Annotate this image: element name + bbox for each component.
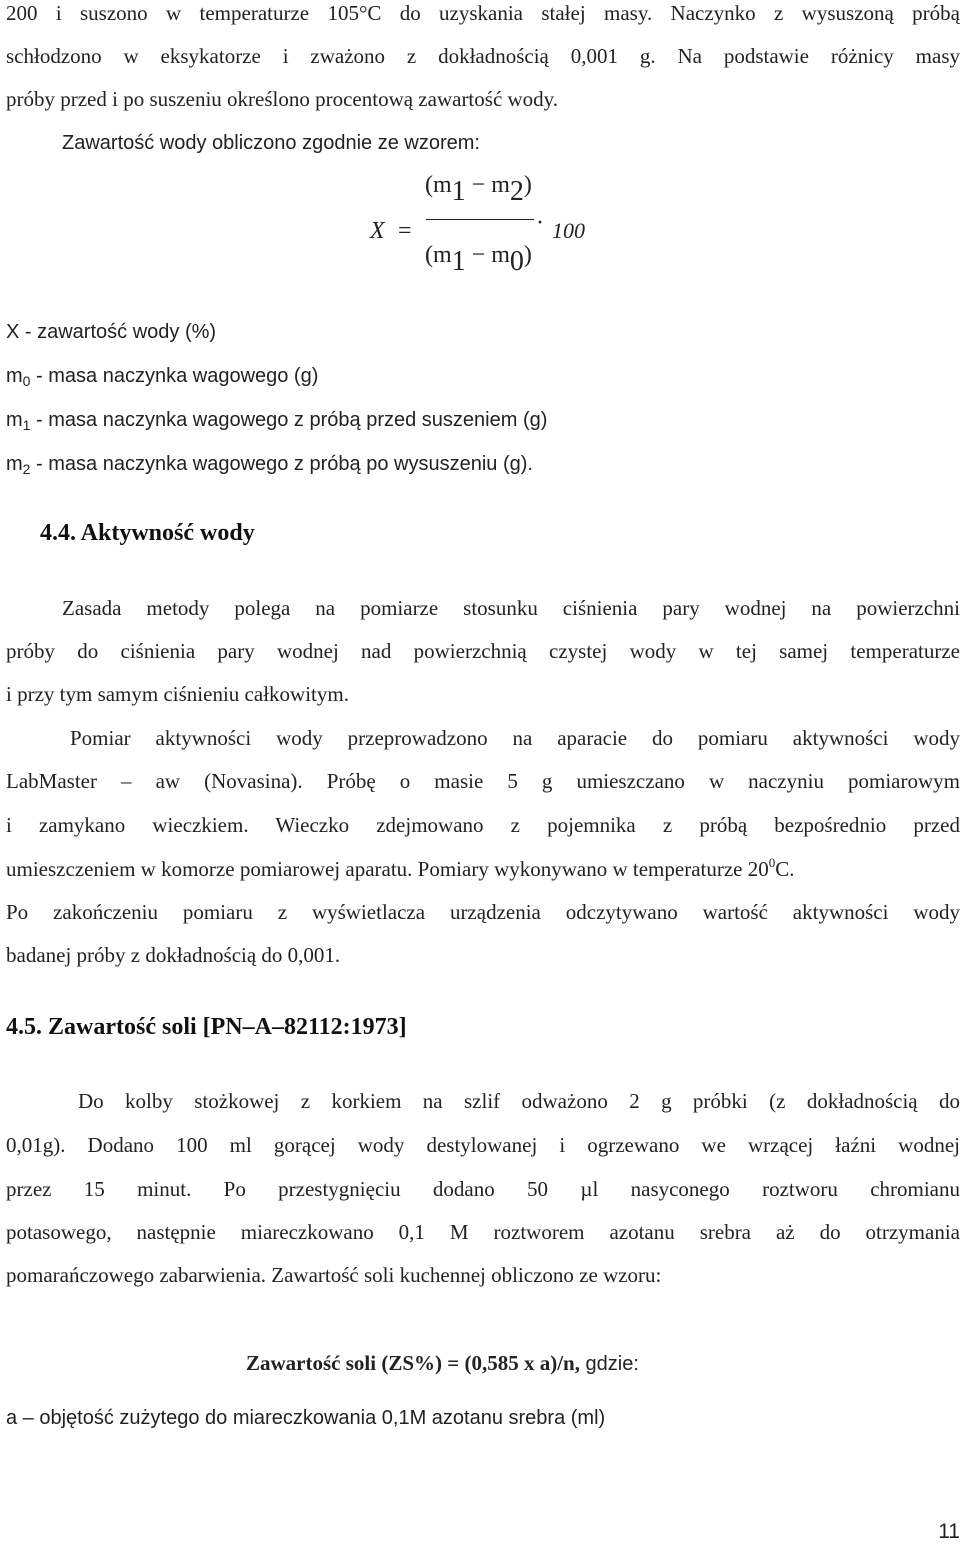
legend-m0: $m_0$ - masa naczynka wagowego (g) [6, 365, 319, 389]
page-number: 11 [938, 1520, 960, 1543]
paragraph-line: 0,01g). Dodano 100 ml gorącej wody destylowanej i ogrzewano we wrzącej łaźni wodnej [6, 1133, 960, 1157]
paragraph-line: Zasada metody polega na pomiarze stosunku ciśnienia pary wodnej na powierzchni [62, 596, 960, 620]
paragraph-line: potasowego, następnie miareczkowano 0,1 M roztworem azotanu srebra aż do otrzymania [6, 1220, 960, 1244]
paragraph-line: badanej próby z dokładnością do 0,001. [6, 943, 341, 967]
paragraph-line: i zamykano wieczkiem. Wieczko zdejmowano z pojemnika z próbą bezpośrednio przed [6, 813, 960, 837]
formula-intro: Zawartość wody obliczono zgodnie ze wzorem: [62, 132, 480, 154]
formula-denominator: (m1 − m0) [425, 242, 532, 277]
paragraph-line: próby do ciśnienia pary wodnej nad powierzchnią czystej wody w tej samej temperaturze [6, 639, 960, 663]
paragraph-line: i przy tym samym ciśnieniu całkowitym. [6, 682, 349, 706]
section-heading: 4.4. Aktywność wody [40, 520, 255, 546]
paragraph-line: Do kolby stożkowej z korkiem na szlif odważono 2 g próbki (z dokładnością do [78, 1089, 960, 1113]
paragraph-line: Pomiar aktywności wody przeprowadzono na aparacie do pomiaru aktywności wody [70, 726, 960, 750]
legend-m1: $m_1$ - masa naczynka wagowego z próbą przed suszeniem (g) [6, 409, 548, 433]
formula-factor: 100 [552, 218, 585, 243]
legend-x: X - zawartość wody (%) [6, 321, 217, 343]
paragraph-line: przez 15 minut. Po przestygnięciu dodano 50 µl nasyconego roztworu chromianu [6, 1177, 960, 1201]
paragraph-line: 200 i suszono w temperaturze 105°C do uzyskania stałej masy. Naczynko z wysuszoną próbą [6, 1, 960, 25]
section-heading: 4.5. Zawartość soli [PN–A–82112:1973] [6, 1014, 407, 1040]
legend-m2: $m_2$ - masa naczynka wagowego z próbą po wysuszeniu (g). [6, 453, 533, 477]
paragraph-line: LabMaster – aw (Novasina). Próbę o masie 5 g umieszczano w naczyniu pomiarowym [6, 769, 960, 793]
formula-multiply-dot: · [536, 210, 544, 236]
paragraph-line: Po zakończeniu pomiaru z wyświetlacza urządzenia odczytywano wartość aktywności wody [6, 900, 960, 924]
paragraph-line: próby przed i po suszeniu określono procentową zawartość wody. [6, 87, 559, 111]
paragraph-line: pomarańczowego zabarwienia. Zawartość soli kuchennej obliczono ze wzoru: [6, 1263, 662, 1287]
water-content-formula [340, 160, 640, 290]
formula-lhs: X [370, 218, 385, 244]
fraction-bar [426, 219, 534, 220]
paragraph-line: schłodzono w eksykatorze i zważono z dokładnością 0,001 g. Na podstawie różnicy masy [6, 44, 960, 68]
definition-a: a – objętość zużytego do miareczkowania 0,1M azotanu srebra (ml) [6, 1407, 606, 1429]
formula-equals: = [398, 218, 412, 244]
salt-formula: Zawartość soli (ZS%) = (0,585 x a)/n, gdzie: [246, 1351, 639, 1375]
formula-numerator: (m1 − m2) [425, 172, 532, 207]
paragraph-line: umieszczeniem w komorze pomiarowej aparatu. Pomiary wykonywano w temperaturze $20^0C$. [6, 855, 795, 881]
